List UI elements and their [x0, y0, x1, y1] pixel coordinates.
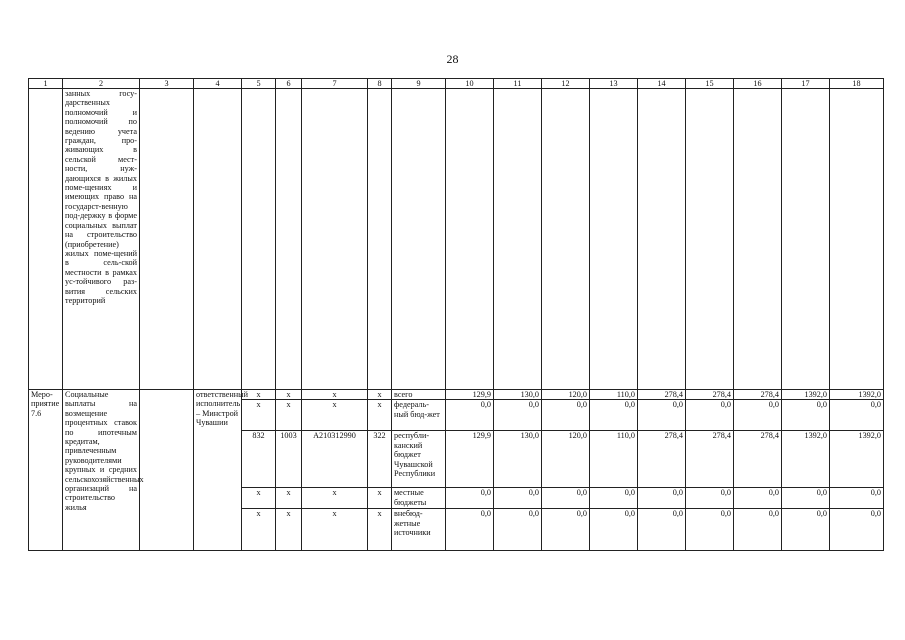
value-cell: 0,0	[494, 400, 542, 431]
funding-source: республи-канский бюджет Чувашской Республики	[392, 431, 446, 488]
code-section: x	[276, 488, 302, 509]
code-section: x	[276, 390, 302, 400]
value-cell: 110,0	[590, 390, 638, 400]
funding-source: местные бюджеты	[392, 488, 446, 509]
code-expense: x	[368, 509, 392, 551]
measure-label: Меро-приятие 7.6	[29, 390, 63, 551]
code-grbs: 832	[242, 431, 276, 488]
code-grbs: x	[242, 488, 276, 509]
column-number: 4	[194, 79, 242, 89]
value-cell: 278,4	[734, 431, 782, 488]
value-cell: 0,0	[782, 400, 830, 431]
measure-executor: ответственный исполнитель – Минстрой Чувашии	[194, 390, 242, 551]
code-expense: 322	[368, 431, 392, 488]
column-number: 14	[638, 79, 686, 89]
value-cell: 278,4	[638, 431, 686, 488]
value-cell: 0,0	[734, 400, 782, 431]
column-number: 12	[542, 79, 590, 89]
value-cell: 0,0	[446, 400, 494, 431]
value-cell: 0,0	[590, 400, 638, 431]
value-cell: 120,0	[542, 390, 590, 400]
funding-source: внебюд-жетные источники	[392, 509, 446, 551]
value-cell: 0,0	[590, 488, 638, 509]
value-cell: 0,0	[638, 509, 686, 551]
value-cell: 0,0	[782, 488, 830, 509]
code-expense: x	[368, 390, 392, 400]
value-cell: 0,0	[542, 509, 590, 551]
code-target: x	[302, 390, 368, 400]
code-target: x	[302, 400, 368, 431]
value-cell: 0,0	[542, 400, 590, 431]
value-cell: 120,0	[542, 431, 590, 488]
value-cell: 130,0	[494, 431, 542, 488]
code-section: x	[276, 400, 302, 431]
continuation-row	[29, 89, 884, 390]
program-table	[28, 78, 884, 551]
value-cell: 129,9	[446, 431, 494, 488]
column-number: 2	[63, 79, 140, 89]
value-cell: 0,0	[830, 509, 884, 551]
value-cell: 1392,0	[782, 431, 830, 488]
value-cell: 0,0	[830, 488, 884, 509]
column-number: 18	[830, 79, 884, 89]
code-target: x	[302, 488, 368, 509]
code-expense: x	[368, 400, 392, 431]
value-cell: 1392,0	[830, 431, 884, 488]
column-number: 9	[392, 79, 446, 89]
column-number: 3	[140, 79, 194, 89]
column-number: 8	[368, 79, 392, 89]
value-cell: 1392,0	[830, 390, 884, 400]
column-number: 5	[242, 79, 276, 89]
value-cell: 0,0	[734, 509, 782, 551]
value-cell: 278,4	[686, 390, 734, 400]
continuation-text: занных госу-дарственных полномочий и полномочий по ведению учета граждан, про-живающих в сельской мест-ности, нуж-дающихся в жилых поме-щениях и имеющих право на государст-венную под-держку в форме социальных выплат на строительство (приобретение) жилых поме-щений в сель-ской местности в рамках ус-тойчивого раз-вития сельских территорий	[63, 89, 140, 390]
coexecutor-cell	[140, 390, 194, 551]
column-number: 16	[734, 79, 782, 89]
value-cell: 0,0	[638, 488, 686, 509]
value-cell: 129,9	[446, 390, 494, 400]
column-number: 7	[302, 79, 368, 89]
column-number: 13	[590, 79, 638, 89]
code-expense: x	[368, 488, 392, 509]
measure-row-total	[29, 390, 884, 400]
value-cell: 278,4	[638, 390, 686, 400]
page-number: 28	[446, 52, 459, 66]
value-cell: 0,0	[542, 488, 590, 509]
value-cell: 0,0	[686, 400, 734, 431]
value-cell: 110,0	[590, 431, 638, 488]
value-cell: 0,0	[638, 400, 686, 431]
code-grbs: x	[242, 509, 276, 551]
funding-source: всего	[392, 390, 446, 400]
value-cell: 0,0	[686, 488, 734, 509]
value-cell: 0,0	[590, 509, 638, 551]
code-target: А210312990	[302, 431, 368, 488]
column-number: 15	[686, 79, 734, 89]
value-cell: 130,0	[494, 390, 542, 400]
value-cell: 1392,0	[782, 390, 830, 400]
code-grbs: x	[242, 390, 276, 400]
column-number: 6	[276, 79, 302, 89]
column-number: 17	[782, 79, 830, 89]
funding-source: федераль-ный бюд-жет	[392, 400, 446, 431]
value-cell: 0,0	[494, 509, 542, 551]
column-number-row	[29, 79, 884, 89]
value-cell: 278,4	[734, 390, 782, 400]
code-target: x	[302, 509, 368, 551]
value-cell: 0,0	[686, 509, 734, 551]
code-section: 1003	[276, 431, 302, 488]
column-number: 10	[446, 79, 494, 89]
measure-name: Социальные выплаты на возмещение процентных ставок по ипотечным кредитам, привлеченным руководителями крупных и средних сельскохозяйственных организаций на строительство жилья	[63, 390, 140, 551]
value-cell: 0,0	[782, 509, 830, 551]
value-cell: 278,4	[686, 431, 734, 488]
code-section: x	[276, 509, 302, 551]
value-cell: 0,0	[734, 488, 782, 509]
value-cell: 0,0	[446, 488, 494, 509]
column-number: 1	[29, 79, 63, 89]
value-cell: 0,0	[494, 488, 542, 509]
code-grbs: x	[242, 400, 276, 431]
column-number: 11	[494, 79, 542, 89]
value-cell: 0,0	[446, 509, 494, 551]
value-cell: 0,0	[830, 400, 884, 431]
